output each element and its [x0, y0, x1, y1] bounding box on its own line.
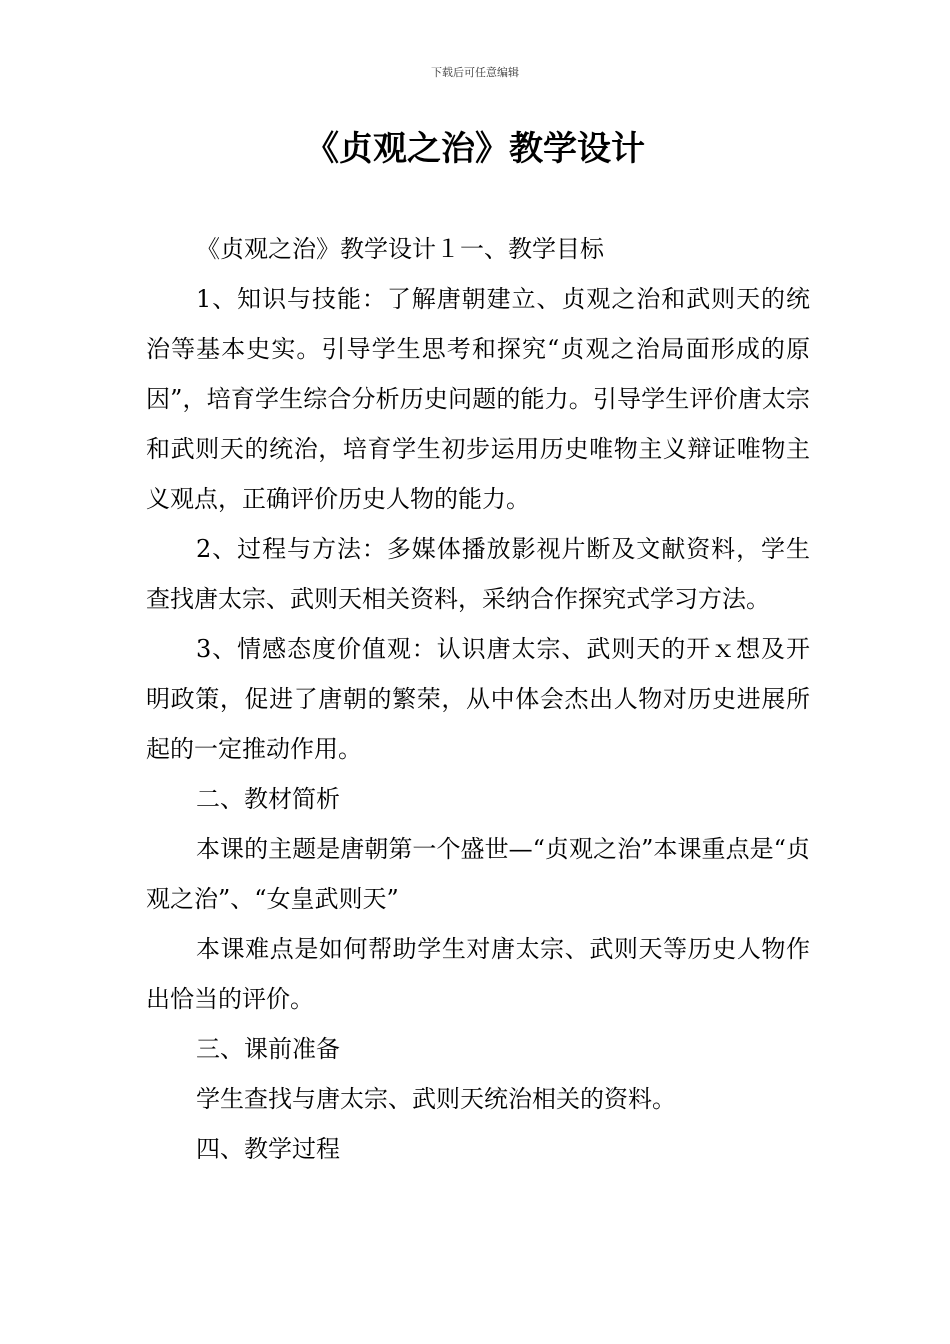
paragraph-lesson-difficulty: 本课难点是如何帮助学生对唐太宗、武则天等历史人物作出恰当的评价。 [146, 935, 810, 1013]
document-title: 《贞观之治》教学设计 [305, 129, 645, 169]
header-note: 下载后可任意编辑 [431, 66, 519, 79]
paragraph-values: 3、情感态度价值观：认识唐太宗、武则天的开ｘ想及开明政策，促进了唐朝的繁荣，从中体会杰出人物对历史进展所起的一定推动作用。 [146, 635, 810, 763]
paragraph-intro: 《贞观之治》教学设计１一、教学目标 [196, 235, 604, 263]
paragraph-process-methods: 2、过程与方法：多媒体播放影视片断及文献资料，学生查找唐太宗、武则天相关资料，采纳合作探究式学习方法。 [146, 535, 810, 613]
document-body [146, 224, 810, 1174]
paragraph-knowledge-skills: 1、知识与技能：了解唐朝建立、贞观之治和武则天的统治等基本史实。引导学生思考和探究“贞观之治局面形成的原因”，培育学生综合分析历史问题的能力。引导学生评价唐太宗和武则天的统治，培育学生初步运用历史唯物主义辩证唯物主义观点，正确评价历史人物的能力。 [146, 285, 810, 513]
paragraph-lesson-focus: 本课的主题是唐朝第一个盛世—“贞观之治”本课重点是“贞观之治”、“女皇武则天” [146, 835, 810, 913]
section-heading-process: 四、教学过程 [196, 1135, 340, 1163]
paragraph-preparation: 学生查找与唐太宗、武则天统治相关的资料。 [196, 1085, 676, 1113]
section-heading-preparation: 三、课前准备 [196, 1035, 340, 1063]
section-heading-materials: 二、教材简析 [196, 785, 340, 813]
